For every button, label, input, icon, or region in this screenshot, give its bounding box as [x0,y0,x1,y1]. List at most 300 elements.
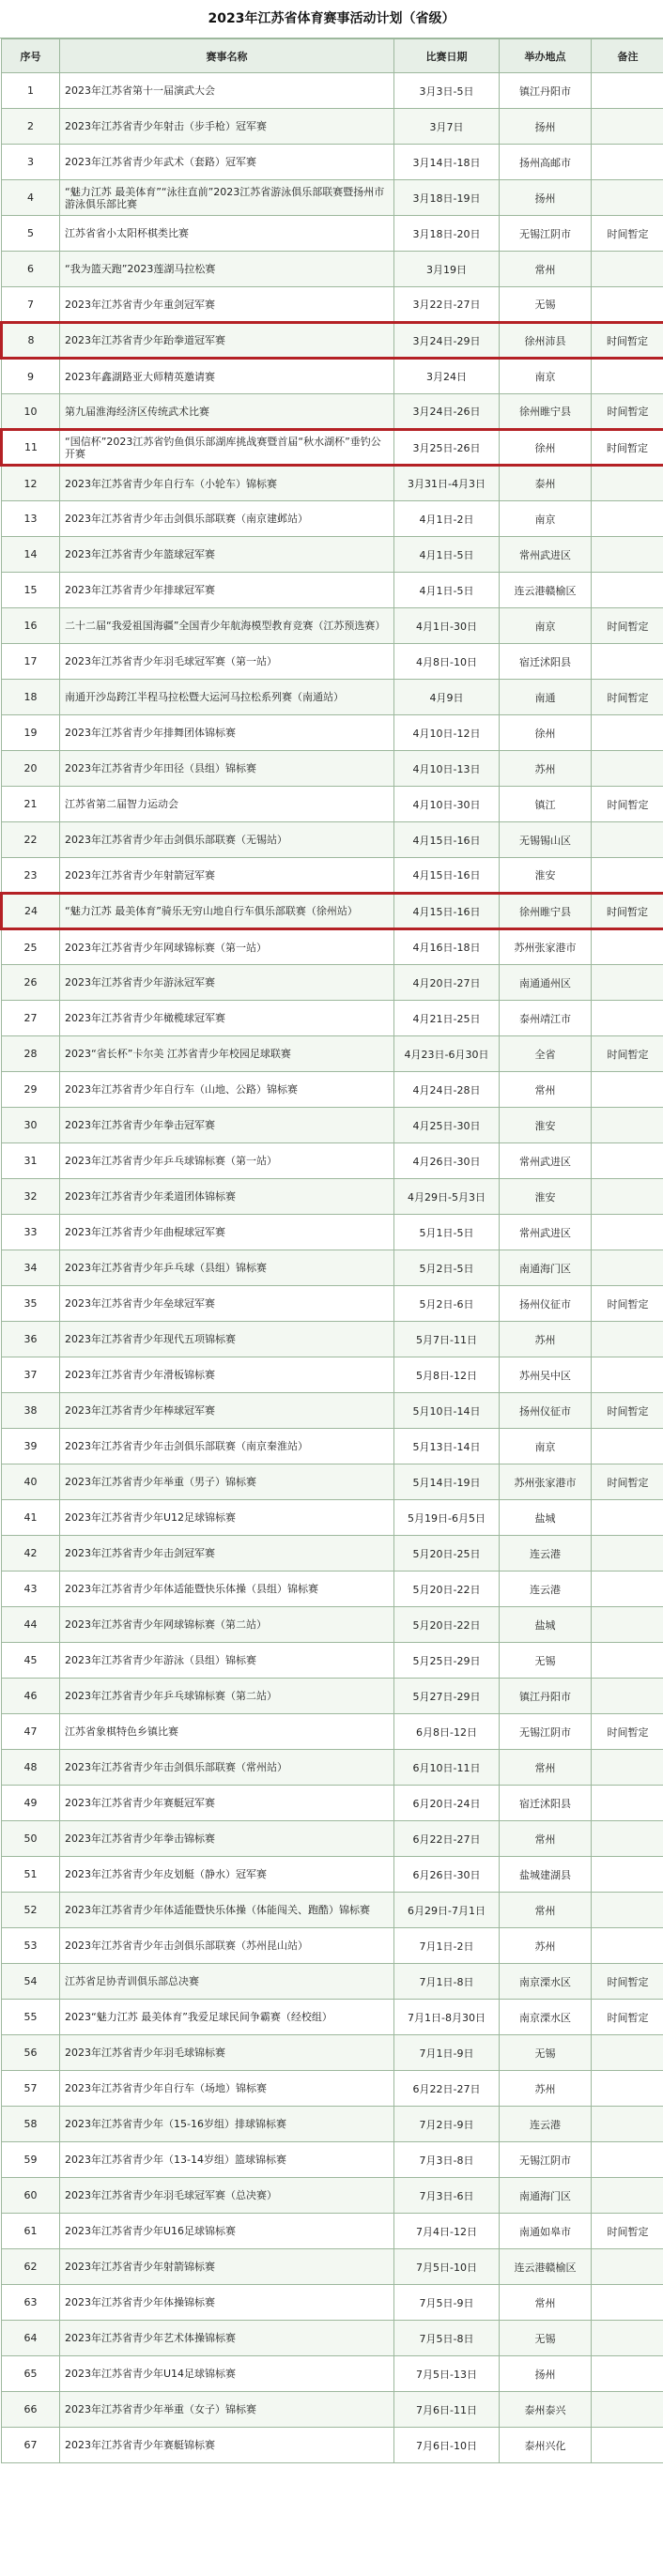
cell-name: 2023年江苏省青少年羽毛球锦标赛 [60,2035,394,2071]
table-row [2,1572,663,1607]
cell-name: “国信杯”2023江苏省钓鱼俱乐部湖库挑战赛暨首届“秋水湖杯”垂钓公开赛 [60,430,394,466]
cell-date: 4月20日-27日 [394,965,500,1001]
cell-name: 2023年江苏省青少年体操锦标赛 [60,2285,394,2321]
cell-date: 7月4日-12日 [394,2214,500,2249]
cell-note [592,929,663,965]
cell-date: 4月21日-25日 [394,1001,500,1036]
cell-note [592,145,663,180]
cell-date: 5月8日-12日 [394,1357,500,1393]
cell-date: 3月18日-20日 [394,216,500,252]
cell-note [592,1643,663,1679]
cell-date: 4月26日-30日 [394,1143,500,1179]
cell-no: 29 [2,1072,60,1108]
table-row [2,2356,663,2392]
cell-date: 3月24日-29日 [394,323,500,359]
cell-date: 4月1日-5日 [394,573,500,608]
cell-location: 南通通州区 [500,965,592,1001]
cell-note: 时间暂定 [592,394,663,430]
cell-name: 2023年江苏省青少年（15-16岁组）排球锦标赛 [60,2107,394,2142]
cell-name: 2023年江苏省青少年击剑冠军赛 [60,1536,394,1572]
cell-date: 7月1日-9日 [394,2035,500,2071]
cell-name: 2023年江苏省青少年网球锦标赛（第一站） [60,929,394,965]
cell-location: 扬州仪征市 [500,1393,592,1429]
cell-date: 5月20日-25日 [394,1536,500,1572]
cell-no: 42 [2,1536,60,1572]
cell-no: 21 [2,787,60,822]
cell-date: 5月13日-14日 [394,1429,500,1464]
cell-no: 22 [2,822,60,858]
table-row [2,501,663,537]
cell-location: 扬州高邮市 [500,145,592,180]
cell-note: 时间暂定 [592,894,663,929]
cell-location: 常州 [500,1821,592,1857]
cell-location: 徐州 [500,715,592,751]
cell-date: 7月1日-8日 [394,1964,500,2000]
table-row [2,1429,663,1464]
cell-name: 2023年江苏省青少年艺术体操锦标赛 [60,2321,394,2356]
cell-name: 2023年江苏省青少年排球冠军赛 [60,573,394,608]
cell-name: 2023年江苏省青少年重剑冠军赛 [60,287,394,323]
cell-no: 19 [2,715,60,751]
cell-location: 南通如皋市 [500,2214,592,2249]
cell-date: 7月5日-9日 [394,2285,500,2321]
table-row [2,822,663,858]
cell-no: 23 [2,858,60,894]
cell-location: 宿迁沭阳县 [500,1786,592,1821]
table-row [2,73,663,109]
cell-note [592,822,663,858]
cell-location: 徐州睢宁县 [500,894,592,929]
table-row [2,359,663,394]
table-row [2,1001,663,1036]
cell-name: 2023年江苏省青少年（13-14岁组）篮球锦标赛 [60,2142,394,2178]
cell-date: 3月25日-26日 [394,430,500,466]
table-row [2,180,663,216]
cell-name: 2023年江苏省青少年拳击锦标赛 [60,1821,394,1857]
cell-note [592,2285,663,2321]
cell-note [592,2142,663,2178]
cell-no: 34 [2,1250,60,1286]
cell-location: 无锡 [500,287,592,323]
cell-date: 6月8日-12日 [394,1714,500,1750]
cell-date: 3月24日-26日 [394,394,500,430]
cell-no: 13 [2,501,60,537]
cell-note [592,2107,663,2142]
cell-location: 扬州 [500,2356,592,2392]
cell-date: 4月16日-18日 [394,929,500,965]
cell-note [592,1215,663,1250]
cell-note [592,858,663,894]
cell-note [592,644,663,680]
cell-note [592,1108,663,1143]
cell-note [592,359,663,394]
cell-name: 2023年江苏省青少年排舞团体锦标赛 [60,715,394,751]
cell-date: 5月1日-5日 [394,1215,500,1250]
cell-no: 35 [2,1286,60,1322]
cell-date: 5月19日-6月5日 [394,1500,500,1536]
cell-note [592,2356,663,2392]
table-row [2,2000,663,2035]
cell-no: 63 [2,2285,60,2321]
cell-note: 时间暂定 [592,1393,663,1429]
cell-name: 江苏省第二届智力运动会 [60,787,394,822]
table-row [2,787,663,822]
cell-note [592,109,663,145]
cell-note [592,1679,663,1714]
table-row [2,1393,663,1429]
cell-location: 南京溧水区 [500,2000,592,2035]
cell-name: 2023年江苏省青少年U14足球锦标赛 [60,2356,394,2392]
table-row [2,2035,663,2071]
cell-date: 4月10日-30日 [394,787,500,822]
cell-date: 5月20日-22日 [394,1607,500,1643]
table-row [2,394,663,430]
cell-location: 镇江 [500,787,592,822]
table-row [2,145,663,180]
table-row [2,216,663,252]
table-row [2,1750,663,1786]
cell-location: 无锡 [500,2035,592,2071]
cell-date: 7月6日-11日 [394,2392,500,2428]
cell-no: 52 [2,1893,60,1928]
cell-location: 常州 [500,1750,592,1786]
cell-location: 扬州 [500,109,592,145]
table-row [2,965,663,1001]
cell-location: 苏州张家港市 [500,1464,592,1500]
cell-no: 2 [2,109,60,145]
cell-date: 4月10日-12日 [394,715,500,751]
cell-note [592,2392,663,2428]
cell-name: 江苏省足协青训俱乐部总决赛 [60,1964,394,2000]
header-location: 举办地点 [500,39,592,73]
cell-no: 30 [2,1108,60,1143]
cell-location: 常州 [500,252,592,287]
table-row [2,1036,663,1072]
cell-location: 泰州兴化 [500,2428,592,2463]
cell-name: 2023年江苏省青少年垒球冠军赛 [60,1286,394,1322]
cell-note: 时间暂定 [592,2000,663,2035]
cell-no: 49 [2,1786,60,1821]
cell-date: 6月10日-11日 [394,1750,500,1786]
cell-date: 6月22日-27日 [394,2071,500,2107]
cell-note: 时间暂定 [592,608,663,644]
events-table [0,38,663,2463]
cell-date: 5月2日-5日 [394,1250,500,1286]
cell-note: 时间暂定 [592,1964,663,2000]
table-row [2,1857,663,1893]
table-row [2,1928,663,1964]
cell-date: 3月24日 [394,359,500,394]
table-row [2,644,663,680]
cell-date: 4月1日-5日 [394,537,500,573]
table-row [2,537,663,573]
cell-no: 67 [2,2428,60,2463]
cell-note [592,1001,663,1036]
cell-location: 南通 [500,680,592,715]
cell-date: 4月15日-16日 [394,858,500,894]
cell-name: 2023年江苏省青少年举重（男子）锦标赛 [60,1464,394,1500]
cell-location: 常州武进区 [500,1143,592,1179]
cell-location: 南京 [500,501,592,537]
table-row [2,2392,663,2428]
cell-name: 2023年江苏省青少年体适能暨快乐体操（体能闯关、跑酷）锦标赛 [60,1893,394,1928]
cell-no: 43 [2,1572,60,1607]
table-body [2,73,663,2463]
cell-note [592,1536,663,1572]
cell-no: 1 [2,73,60,109]
table-row [2,751,663,787]
cell-location: 泰州 [500,466,592,501]
cell-date: 6月22日-27日 [394,1821,500,1857]
cell-no: 60 [2,2178,60,2214]
table-row [2,1821,663,1857]
cell-name: 2023年江苏省青少年拳击冠军赛 [60,1108,394,1143]
table-row [2,1786,663,1821]
cell-date: 5月14日-19日 [394,1464,500,1500]
cell-name: 2023年江苏省青少年U16足球锦标赛 [60,2214,394,2249]
cell-no: 51 [2,1857,60,1893]
table-row [2,2428,663,2463]
cell-name: 2023“省长杯”卡尔美 江苏省青少年校园足球联赛 [60,1036,394,1072]
cell-location: 淮安 [500,1108,592,1143]
cell-no: 44 [2,1607,60,1643]
cell-no: 18 [2,680,60,715]
cell-date: 4月15日-16日 [394,894,500,929]
cell-location: 徐州 [500,430,592,466]
cell-location: 无锡 [500,1643,592,1679]
table-row [2,2321,663,2356]
cell-note [592,1179,663,1215]
cell-no: 9 [2,359,60,394]
cell-location: 宿迁沭阳县 [500,644,592,680]
cell-location: 南京溧水区 [500,1964,592,2000]
cell-note [592,501,663,537]
cell-date: 5月7日-11日 [394,1322,500,1357]
cell-name: 2023年江苏省青少年赛艇冠军赛 [60,1786,394,1821]
cell-date: 7月1日-8月30日 [394,2000,500,2035]
table-row [2,573,663,608]
cell-location: 扬州 [500,180,592,216]
cell-no: 54 [2,1964,60,2000]
cell-note [592,2071,663,2107]
cell-location: 徐州睢宁县 [500,394,592,430]
header-date: 比赛日期 [394,39,500,73]
cell-no: 14 [2,537,60,573]
cell-location: 连云港 [500,2107,592,2142]
cell-note [592,252,663,287]
cell-location: 镇江丹阳市 [500,73,592,109]
cell-note [592,1928,663,1964]
table-row [2,1250,663,1286]
cell-location: 泰州靖江市 [500,1001,592,1036]
cell-no: 6 [2,252,60,287]
cell-no: 37 [2,1357,60,1393]
table-row [2,1643,663,1679]
cell-no: 55 [2,2000,60,2035]
table-header-row [2,39,663,73]
cell-location: 常州 [500,1893,592,1928]
cell-no: 47 [2,1714,60,1750]
cell-name: “魅力江苏 最美体育”骑乐无穷山地自行车俱乐部联赛（徐州站） [60,894,394,929]
cell-no: 59 [2,2142,60,2178]
table-row [2,1679,663,1714]
cell-note [592,1750,663,1786]
cell-no: 61 [2,2214,60,2249]
cell-location: 连云港赣榆区 [500,2249,592,2285]
cell-date: 7月3日-6日 [394,2178,500,2214]
cell-name: 2023年江苏省青少年羽毛球冠军赛（总决赛） [60,2178,394,2214]
cell-location: 常州武进区 [500,1215,592,1250]
table-row [2,1964,663,2000]
cell-location: 苏州 [500,1322,592,1357]
cell-no: 27 [2,1001,60,1036]
cell-note [592,1429,663,1464]
table-row [2,1108,663,1143]
cell-date: 5月10日-14日 [394,1393,500,1429]
table-row [2,1500,663,1536]
cell-note [592,1821,663,1857]
cell-no: 32 [2,1179,60,1215]
cell-note: 时间暂定 [592,1714,663,1750]
cell-no: 45 [2,1643,60,1679]
cell-date: 4月1日-30日 [394,608,500,644]
cell-name: 2023年江苏省青少年现代五项锦标赛 [60,1322,394,1357]
cell-no: 4 [2,180,60,216]
cell-no: 17 [2,644,60,680]
cell-name: 第九届淮海经济区传统武术比赛 [60,394,394,430]
cell-name: 江苏省象棋特色乡镇比赛 [60,1714,394,1750]
table-row [2,1072,663,1108]
cell-name: 江苏省省小太阳杯棋类比赛 [60,216,394,252]
cell-no: 33 [2,1215,60,1250]
cell-date: 6月20日-24日 [394,1786,500,1821]
cell-location: 盐城 [500,1607,592,1643]
cell-no: 57 [2,2071,60,2107]
cell-location: 连云港赣榆区 [500,573,592,608]
cell-name: 2023年江苏省青少年射箭冠军赛 [60,858,394,894]
cell-name: 2023年江苏省青少年武术（套路）冠军赛 [60,145,394,180]
table-row [2,466,663,501]
cell-location: 南通海门区 [500,2178,592,2214]
cell-no: 20 [2,751,60,787]
cell-note [592,2321,663,2356]
table-row [2,1143,663,1179]
cell-note [592,1572,663,1607]
cell-location: 淮安 [500,1179,592,1215]
cell-no: 26 [2,965,60,1001]
table-row [2,1536,663,1572]
cell-location: 南通海门区 [500,1250,592,1286]
cell-name: “魅力江苏 最美体育”“泳往直前”2023江苏省游泳俱乐部联赛暨扬州市游泳俱乐部比赛 [60,180,394,216]
cell-location: 无锡江阴市 [500,1714,592,1750]
cell-name: 2023年江苏省青少年皮划艇（静水）冠军赛 [60,1857,394,1893]
table-row [2,894,663,929]
table-row [2,2071,663,2107]
cell-name: 2023年江苏省青少年乒乓球锦标赛（第一站） [60,1143,394,1179]
cell-name: 2023年江苏省青少年击剑俱乐部联赛（苏州昆山站） [60,1928,394,1964]
cell-no: 12 [2,466,60,501]
cell-name: 2023年江苏省青少年跆拳道冠军赛 [60,323,394,359]
table-row [2,1286,663,1322]
cell-date: 6月26日-30日 [394,1857,500,1893]
cell-name: 2023年江苏省青少年射击（步手枪）冠军赛 [60,109,394,145]
cell-date: 4月15日-16日 [394,822,500,858]
cell-note [592,1143,663,1179]
cell-date: 3月18日-19日 [394,180,500,216]
cell-no: 16 [2,608,60,644]
table-row [2,1607,663,1643]
cell-location: 镇江丹阳市 [500,1679,592,1714]
cell-location: 盐城建湖县 [500,1857,592,1893]
table-row [2,2285,663,2321]
cell-name: 2023年江苏省青少年羽毛球冠军赛（第一站） [60,644,394,680]
table-row [2,1215,663,1250]
cell-location: 连云港 [500,1572,592,1607]
cell-note: 时间暂定 [592,680,663,715]
cell-name: 2023年江苏省青少年柔道团体锦标赛 [60,1179,394,1215]
cell-name: 南通开沙岛跨江半程马拉松暨大运河马拉松系列赛（南通站） [60,680,394,715]
cell-name: 2023年江苏省青少年击剑俱乐部联赛（无锡站） [60,822,394,858]
cell-date: 3月31日-4月3日 [394,466,500,501]
cell-note [592,751,663,787]
cell-no: 38 [2,1393,60,1429]
cell-name: 2023年江苏省青少年曲棍球冠军赛 [60,1215,394,1250]
cell-no: 58 [2,2107,60,2142]
cell-no: 3 [2,145,60,180]
cell-name: 2023“魅力江苏 最美体育”我爱足球民间争霸赛（经校组） [60,2000,394,2035]
header-note: 备注 [592,39,663,73]
cell-date: 4月29日-5月3日 [394,1179,500,1215]
cell-note [592,2249,663,2285]
cell-name: 2023年江苏省青少年滑板锦标赛 [60,1357,394,1393]
cell-location: 全省 [500,1036,592,1072]
cell-location: 徐州沛县 [500,323,592,359]
table-row [2,2249,663,2285]
cell-location: 南京 [500,608,592,644]
cell-date: 7月5日-10日 [394,2249,500,2285]
cell-note [592,573,663,608]
cell-note [592,2178,663,2214]
cell-date: 3月19日 [394,252,500,287]
cell-name: 2023年江苏省第十一届演武大会 [60,73,394,109]
cell-note: 时间暂定 [592,430,663,466]
cell-date: 7月1日-2日 [394,1928,500,1964]
cell-date: 7月6日-10日 [394,2428,500,2463]
cell-location: 常州 [500,1072,592,1108]
header-no: 序号 [2,39,60,73]
cell-note [592,1607,663,1643]
cell-location: 淮安 [500,858,592,894]
cell-note [592,2428,663,2463]
cell-name: 2023年江苏省青少年棒球冠军赛 [60,1393,394,1429]
cell-location: 苏州 [500,2071,592,2107]
table-row [2,1893,663,1928]
cell-no: 24 [2,894,60,929]
cell-name: 2023年江苏省青少年田径（县组）锦标赛 [60,751,394,787]
cell-no: 11 [2,430,60,466]
cell-name: 2023年江苏省青少年橄榄球冠军赛 [60,1001,394,1036]
cell-note [592,73,663,109]
cell-name: 2023年江苏省青少年乒乓球（县组）锦标赛 [60,1250,394,1286]
cell-location: 苏州吴中区 [500,1357,592,1393]
table-row [2,858,663,894]
cell-date: 4月24日-28日 [394,1072,500,1108]
cell-note [592,466,663,501]
table-row [2,608,663,644]
table-row [2,715,663,751]
cell-name: 2023年江苏省青少年击剑俱乐部联赛（南京建邺站） [60,501,394,537]
cell-date: 7月2日-9日 [394,2107,500,2142]
